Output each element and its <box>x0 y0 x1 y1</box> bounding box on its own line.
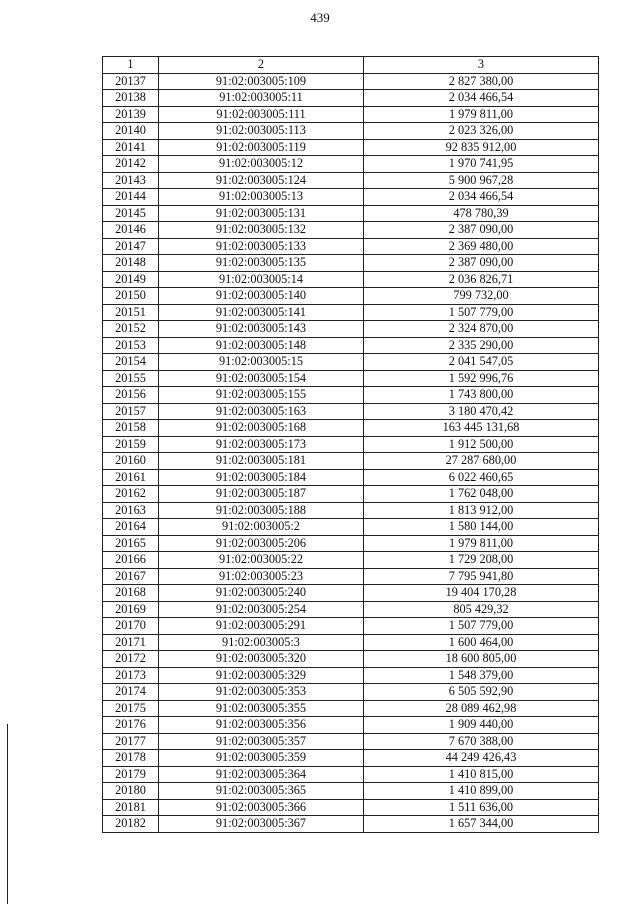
cadastral-value-cell: 2 369 480,00 <box>364 238 599 255</box>
cadastral-value-cell: 92 835 912,00 <box>364 139 599 156</box>
row-number-cell: 20177 <box>103 733 159 750</box>
cadastral-value-cell: 2 036 826,71 <box>364 271 599 288</box>
row-number-cell: 20182 <box>103 816 159 833</box>
table-row <box>103 106 599 123</box>
table-row <box>103 403 599 420</box>
cadastral-value-cell: 2 827 380,00 <box>364 73 599 90</box>
row-number-cell: 20164 <box>103 519 159 536</box>
cadastral-number-cell: 91:02:003005:3 <box>159 634 364 651</box>
page-number: 439 <box>310 10 330 25</box>
cadastral-number-cell: 91:02:003005:15 <box>159 354 364 371</box>
row-number-cell: 20169 <box>103 601 159 618</box>
row-number-cell: 20154 <box>103 354 159 371</box>
cadastral-value-cell: 1 979 811,00 <box>364 535 599 552</box>
row-number-cell: 20138 <box>103 90 159 107</box>
cadastral-number-cell: 91:02:003005:119 <box>159 139 364 156</box>
row-number-cell: 20148 <box>103 255 159 272</box>
cadastral-value-cell: 1 410 815,00 <box>364 766 599 783</box>
cadastral-value-cell: 18 600 805,00 <box>364 651 599 668</box>
cadastral-value-cell: 1 600 464,00 <box>364 634 599 651</box>
row-number-cell: 20142 <box>103 156 159 173</box>
table-row <box>103 552 599 569</box>
table-row <box>103 288 599 305</box>
row-number-cell: 20140 <box>103 123 159 140</box>
cadastral-number-cell: 91:02:003005:240 <box>159 585 364 602</box>
cadastral-number-cell: 91:02:003005:148 <box>159 337 364 354</box>
table-row <box>103 189 599 206</box>
row-number-cell: 20137 <box>103 73 159 90</box>
cadastral-number-cell: 91:02:003005:155 <box>159 387 364 404</box>
row-number-cell: 20157 <box>103 403 159 420</box>
table-row <box>103 222 599 239</box>
cadastral-number-cell: 91:02:003005:353 <box>159 684 364 701</box>
cadastral-value-cell: 163 445 131,68 <box>364 420 599 437</box>
cadastral-number-cell: 91:02:003005:320 <box>159 651 364 668</box>
table-row <box>103 766 599 783</box>
cadastral-number-cell: 91:02:003005:357 <box>159 733 364 750</box>
table-row <box>103 469 599 486</box>
row-number-cell: 20152 <box>103 321 159 338</box>
cadastral-value-cell: 1 743 800,00 <box>364 387 599 404</box>
cadastral-value-cell: 7 795 941,80 <box>364 568 599 585</box>
table-body <box>103 73 599 832</box>
cadastral-number-cell: 91:02:003005:111 <box>159 106 364 123</box>
row-number-cell: 20170 <box>103 618 159 635</box>
row-number-cell: 20180 <box>103 783 159 800</box>
row-number-cell: 20151 <box>103 304 159 321</box>
cadastral-number-cell: 91:02:003005:12 <box>159 156 364 173</box>
cadastral-number-cell: 91:02:003005:113 <box>159 123 364 140</box>
cadastral-number-cell: 91:02:003005:140 <box>159 288 364 305</box>
cadastral-number-cell: 91:02:003005:355 <box>159 700 364 717</box>
table-row <box>103 321 599 338</box>
cadastral-number-cell: 91:02:003005:2 <box>159 519 364 536</box>
column-header-1: 1 <box>103 57 159 74</box>
table-row <box>103 420 599 437</box>
row-number-cell: 20155 <box>103 370 159 387</box>
row-number-cell: 20168 <box>103 585 159 602</box>
table-row <box>103 816 599 833</box>
row-number-cell: 20145 <box>103 205 159 222</box>
cadastral-value-cell: 1 909 440,00 <box>364 717 599 734</box>
table-row <box>103 387 599 404</box>
row-number-cell: 20172 <box>103 651 159 668</box>
row-number-cell: 20175 <box>103 700 159 717</box>
row-number-cell: 20161 <box>103 469 159 486</box>
cadastral-value-cell: 1 912 500,00 <box>364 436 599 453</box>
table-row <box>103 73 599 90</box>
row-number-cell: 20159 <box>103 436 159 453</box>
cadastral-value-cell: 7 670 388,00 <box>364 733 599 750</box>
table-row <box>103 304 599 321</box>
column-header-3: 3 <box>364 57 599 74</box>
table-row <box>103 123 599 140</box>
row-number-cell: 20176 <box>103 717 159 734</box>
cadastral-number-cell: 91:02:003005:154 <box>159 370 364 387</box>
row-number-cell: 20156 <box>103 387 159 404</box>
cadastral-number-cell: 91:02:003005:364 <box>159 766 364 783</box>
cadastral-value-cell: 6 505 592,90 <box>364 684 599 701</box>
table-row <box>103 651 599 668</box>
cadastral-number-cell: 91:02:003005:329 <box>159 667 364 684</box>
cadastral-number-cell: 91:02:003005:14 <box>159 271 364 288</box>
row-number-cell: 20179 <box>103 766 159 783</box>
table-row <box>103 139 599 156</box>
table-row <box>103 783 599 800</box>
table-row <box>103 205 599 222</box>
cadastral-value-cell: 2 324 870,00 <box>364 321 599 338</box>
row-number-cell: 20144 <box>103 189 159 206</box>
table-row <box>103 733 599 750</box>
row-number-cell: 20181 <box>103 799 159 816</box>
table-row <box>103 700 599 717</box>
cadastral-value-cell: 2 335 290,00 <box>364 337 599 354</box>
cadastral-value-cell: 1 592 996,76 <box>364 370 599 387</box>
cadastral-value-cell: 19 404 170,28 <box>364 585 599 602</box>
table-row <box>103 618 599 635</box>
cadastral-value-cell: 1 507 779,00 <box>364 304 599 321</box>
table-row <box>103 519 599 536</box>
cadastral-number-cell: 91:02:003005:124 <box>159 172 364 189</box>
cadastral-value-cell: 1 657 344,00 <box>364 816 599 833</box>
cadastral-value-cell: 805 429,32 <box>364 601 599 618</box>
table-row <box>103 585 599 602</box>
table-row <box>103 90 599 107</box>
cadastral-value-cell: 1 970 741,95 <box>364 156 599 173</box>
row-number-cell: 20165 <box>103 535 159 552</box>
cadastral-value-cell: 1 410 899,00 <box>364 783 599 800</box>
cadastral-value-cell: 3 180 470,42 <box>364 403 599 420</box>
scan-margin-line <box>7 724 8 904</box>
cadastral-number-cell: 91:02:003005:173 <box>159 436 364 453</box>
cadastral-value-cell: 1 729 208,00 <box>364 552 599 569</box>
cadastral-number-cell: 91:02:003005:133 <box>159 238 364 255</box>
cadastral-number-cell: 91:02:003005:359 <box>159 750 364 767</box>
cadastral-value-cell: 1 507 779,00 <box>364 618 599 635</box>
row-number-cell: 20149 <box>103 271 159 288</box>
row-number-cell: 20153 <box>103 337 159 354</box>
table-row <box>103 568 599 585</box>
table-row <box>103 271 599 288</box>
table-row <box>103 453 599 470</box>
cadastral-value-cell: 2 034 466,54 <box>364 189 599 206</box>
cadastral-number-cell: 91:02:003005:141 <box>159 304 364 321</box>
cadastral-value-cell: 1 979 811,00 <box>364 106 599 123</box>
row-number-cell: 20160 <box>103 453 159 470</box>
table-row <box>103 684 599 701</box>
table-row <box>103 238 599 255</box>
cadastral-value-cell: 2 387 090,00 <box>364 255 599 272</box>
cadastral-number-cell: 91:02:003005:132 <box>159 222 364 239</box>
cadastral-number-cell: 91:02:003005:13 <box>159 189 364 206</box>
cadastral-number-cell: 91:02:003005:356 <box>159 717 364 734</box>
cadastral-number-cell: 91:02:003005:291 <box>159 618 364 635</box>
row-number-cell: 20171 <box>103 634 159 651</box>
table-header-row <box>103 57 599 74</box>
cadastral-value-cell: 1 762 048,00 <box>364 486 599 503</box>
table-row <box>103 750 599 767</box>
cadastral-number-cell: 91:02:003005:206 <box>159 535 364 552</box>
row-number-cell: 20167 <box>103 568 159 585</box>
cadastral-number-cell: 91:02:003005:366 <box>159 799 364 816</box>
cadastral-number-cell: 91:02:003005:181 <box>159 453 364 470</box>
cadastral-number-cell: 91:02:003005:184 <box>159 469 364 486</box>
table-row <box>103 535 599 552</box>
table-row <box>103 634 599 651</box>
cadastral-number-cell: 91:02:003005:168 <box>159 420 364 437</box>
cadastral-value-cell: 799 732,00 <box>364 288 599 305</box>
row-number-cell: 20178 <box>103 750 159 767</box>
cadastral-value-cell: 28 089 462,98 <box>364 700 599 717</box>
table-row <box>103 436 599 453</box>
row-number-cell: 20162 <box>103 486 159 503</box>
row-number-cell: 20174 <box>103 684 159 701</box>
cadastral-number-cell: 91:02:003005:135 <box>159 255 364 272</box>
cadastral-number-cell: 91:02:003005:22 <box>159 552 364 569</box>
cadastral-number-cell: 91:02:003005:109 <box>159 73 364 90</box>
table-row <box>103 354 599 371</box>
cadastral-value-table <box>102 56 599 833</box>
row-number-cell: 20147 <box>103 238 159 255</box>
table-row <box>103 156 599 173</box>
row-number-cell: 20150 <box>103 288 159 305</box>
cadastral-value-cell: 2 041 547,05 <box>364 354 599 371</box>
cadastral-number-cell: 91:02:003005:163 <box>159 403 364 420</box>
table-row <box>103 370 599 387</box>
column-header-2: 2 <box>159 57 364 74</box>
cadastral-number-cell: 91:02:003005:365 <box>159 783 364 800</box>
row-number-cell: 20143 <box>103 172 159 189</box>
cadastral-value-cell: 27 287 680,00 <box>364 453 599 470</box>
cadastral-number-cell: 91:02:003005:254 <box>159 601 364 618</box>
table-row <box>103 502 599 519</box>
cadastral-value-cell: 1 511 636,00 <box>364 799 599 816</box>
table-row <box>103 486 599 503</box>
cadastral-value-cell: 44 249 426,43 <box>364 750 599 767</box>
table-row <box>103 255 599 272</box>
cadastral-value-cell: 2 023 326,00 <box>364 123 599 140</box>
cadastral-number-cell: 91:02:003005:23 <box>159 568 364 585</box>
cadastral-value-cell: 2 034 466,54 <box>364 90 599 107</box>
cadastral-value-cell: 5 900 967,28 <box>364 172 599 189</box>
cadastral-value-cell: 6 022 460,65 <box>364 469 599 486</box>
row-number-cell: 20173 <box>103 667 159 684</box>
row-number-cell: 20146 <box>103 222 159 239</box>
cadastral-number-cell: 91:02:003005:187 <box>159 486 364 503</box>
table-row <box>103 799 599 816</box>
row-number-cell: 20139 <box>103 106 159 123</box>
cadastral-value-cell: 1 548 379,00 <box>364 667 599 684</box>
table-row <box>103 337 599 354</box>
cadastral-number-cell: 91:02:003005:11 <box>159 90 364 107</box>
table-row <box>103 601 599 618</box>
cadastral-value-cell: 1 580 144,00 <box>364 519 599 536</box>
cadastral-value-cell: 1 813 912,00 <box>364 502 599 519</box>
cadastral-number-cell: 91:02:003005:131 <box>159 205 364 222</box>
table-row <box>103 172 599 189</box>
table-row <box>103 717 599 734</box>
row-number-cell: 20158 <box>103 420 159 437</box>
row-number-cell: 20163 <box>103 502 159 519</box>
cadastral-number-cell: 91:02:003005:367 <box>159 816 364 833</box>
cadastral-number-cell: 91:02:003005:188 <box>159 502 364 519</box>
table-row <box>103 667 599 684</box>
cadastral-value-cell: 2 387 090,00 <box>364 222 599 239</box>
cadastral-number-cell: 91:02:003005:143 <box>159 321 364 338</box>
row-number-cell: 20166 <box>103 552 159 569</box>
row-number-cell: 20141 <box>103 139 159 156</box>
cadastral-value-cell: 478 780,39 <box>364 205 599 222</box>
